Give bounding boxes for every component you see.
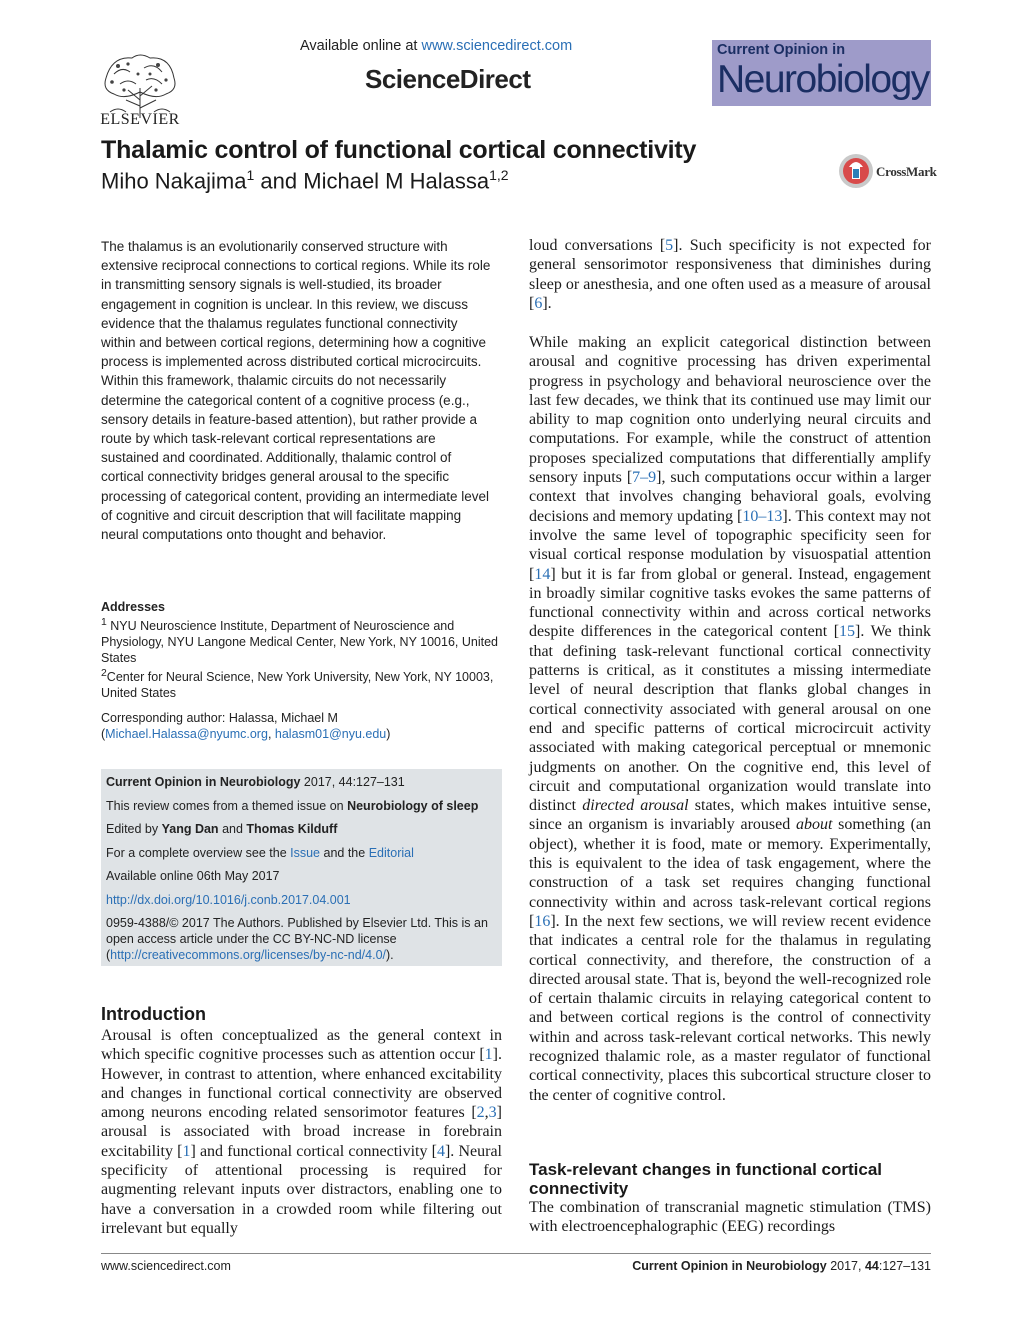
author-2-affil: 1,2 (489, 167, 509, 183)
info-themed-row (106, 798, 497, 814)
citation[interactable]: 1 (182, 1142, 191, 1160)
available-prefix: Available online at (300, 38, 418, 54)
address-2 (101, 666, 501, 701)
footer-citation (632, 1259, 931, 1273)
info-themed-prefix: This review comes from a themed issue on (106, 798, 344, 813)
address-2-num: 2 (101, 668, 107, 680)
email-link-2[interactable]: halasm01@nyu.edu (274, 727, 387, 741)
email-link-1[interactable]: Michael.Halassa@nyumc.org (105, 727, 268, 741)
author-1-affil: 1 (246, 167, 255, 183)
addresses-heading: Addresses (101, 600, 165, 614)
info-journal-row (106, 774, 497, 790)
info-edited-prefix: Edited by (106, 822, 159, 836)
journal-logo (712, 40, 931, 106)
article-title: Thalamic control of functional cortical connectivity (101, 136, 697, 164)
info-overview-prefix: For a complete overview see the (106, 845, 287, 860)
address-2-text: Center for Neural Science, New York University, New York, NY 10003, United States (101, 670, 494, 701)
info-available: Available online 06th May 2017 (106, 869, 280, 883)
address-1 (101, 615, 501, 666)
info-overview-row (106, 845, 497, 861)
info-license-suffix: ). (386, 948, 394, 962)
footer-journal: Current Opinion in Neurobiology (632, 1259, 827, 1273)
address-1-text: NYU Neuroscience Institute, Department of Neuroscience and Physiology, NYU Langone Medical Center, New York, NY 10016, United States (101, 619, 498, 666)
corresp-prefix: Corresponding author: Halassa, Michael M ( (101, 711, 338, 741)
info-themed-issue: Neurobiology of sleep (347, 798, 479, 813)
corresp-suffix: ) (386, 727, 391, 741)
right-column-paragraph-2: While making an explicit categorical distinction between arousal and cognitive processing has driven experimental progress in psychology and behavioral neuroscience over the last few decades, we think that its continued use may limit our ability to map cognition onto underlying neural circuits and computations. For example, while the construct of attention proposes specialized computations that differentially amplify sensory inputs [7–9], such computations occur within a larger context that involves changing behavioral goals, evolving decisions and memory updating [10–13]. This context may not involve the same level of topographic specificity seen for visual cortical response modulation by visuospatial attention [14] but it is far from global or general. Instead, engagement in broadly similar cognitive tasks evokes the same patterns of functional connectivity within and across cortical networks despite differences in the categorical content [15]. We think that defining task-relevant functional cortical connectivity patterns is critical, as it constitutes a missing intermediate level of neural description that flanks global changes in cortical connectivity associated with general arousal on one end and specific patterns of cortical microcircuit activity associated with making categorical perceptual or mnemonic judgments on another. On the cognitive end, this level of circuit and computational organization would translate into distinct directed arousal states, which makes intuitive sense, since an organism is invariably aroused about something (an object), whether it is food, mate or memory. Experimentally, this is equivalent to the idea of task engagement, where the construction of a task set requires changing functional connectivity within and across task-relevant cortical regions [16]. In the next few sections, we will review recent evidence that indicates a central role for the thalamus in regulating cortical connectivity, and therefore, the construction of a directed arousal state. That is, beyond the well-recognized role of certain thalamic circuits in relaying categorical content to and between cortical regions is the control of connectivity within and across task-relevant cortical networks. This newly recognized thalamic role, as a master regulator of functional cortical connectivity, places this subcortical structure closer to the center of cognitive control. (529, 334, 932, 1104)
issue-link[interactable]: Issue (290, 845, 321, 860)
available-online-line (300, 38, 572, 54)
journal-logo-top: Current Opinion in (717, 42, 846, 58)
author-and: and (260, 168, 298, 194)
footer-year: 2017, (830, 1259, 862, 1273)
info-copyright-row (106, 915, 497, 963)
corresp-sep: , (267, 727, 275, 741)
info-editor-and: and (222, 822, 243, 836)
crossmark-label[interactable]: CrossMark (876, 164, 937, 179)
footer-volume: 44 (864, 1259, 879, 1273)
info-editor-1: Yang Dan (161, 822, 219, 836)
author-2: Michael M Halassa (303, 168, 490, 194)
citation[interactable]: 15 (839, 623, 856, 641)
citation[interactable]: 6 (534, 294, 543, 312)
citation[interactable]: 16 (534, 912, 551, 930)
license-link[interactable]: http://creativecommons.org/licenses/by-nc-nd/4.0/ (110, 948, 386, 962)
address-1-num: 1 (101, 617, 107, 628)
journal-logo-name: Neurobiology (717, 58, 929, 101)
info-copyright: 0959-4388/© 2017 The Authors. Published by Elsevier Ltd. This is an open access article under the CC BY-NC-ND license ( (106, 916, 488, 962)
introduction-paragraph: Arousal is often conceptualized as the general context in which specific cognitive processes such as attention occur [1]. However, in contrast to attention, where enhanced excitability and changes in functional cortical connectivity are observed among neurons encoding related sensorimotor features [2,3] arousal is associated with broad increase in forebrain excitability [1] and functional cortical connectivity [4]. Neural specificity of attentional processing is required for augmenting relevant inputs over distractors, enabling one to have a conversation in a crowded room while filtering out irrelevant but equally (101, 1027, 502, 1237)
addresses (101, 599, 501, 701)
info-journal: Current Opinion in Neurobiology (106, 775, 301, 789)
right-column-paragraph-1: loud conversations [5]. Such specificity is not expected for general sensorimotor responsiveness that diminishes during sleep or anesthesia, and one often used as a measure of arousal [6]. (529, 237, 932, 312)
citation[interactable]: 2 (476, 1104, 485, 1122)
sciencedirect-brand: ScienceDirect (365, 64, 531, 94)
author-line (101, 167, 509, 194)
elsevier-wordmark: ELSEVIER (100, 111, 180, 128)
citation[interactable]: 7–9 (632, 469, 657, 487)
info-edited-row (106, 821, 497, 837)
task-relevant-heading: Task-relevant changes in functional cortical connectivity (529, 1160, 883, 1198)
info-overview-and: and the (323, 845, 366, 860)
editorial-link[interactable]: Editorial (368, 845, 414, 860)
citation[interactable]: 14 (534, 565, 551, 583)
corresponding-author (101, 710, 501, 742)
sciencedirect-link[interactable]: www.sciencedirect.com (421, 38, 573, 54)
introduction-heading: Introduction (101, 1004, 206, 1024)
abstract: The thalamus is an evolutionarily conserved structure with extensive reciprocal connections to cortical regions. While its role in transmitting sensory signals is well-studied, its broader engagement in cognition is unclear. In this review, we discuss evidence that the thalamus regulates functional connectivity within and between cortical regions, determining how a cognitive process is implemented across distributed cortical microcircuits. Within this framework, thalamic circuits do not necessarily determine the categorical content of a cognitive process (e.g., sensory details in feature-based attention), but rather provide a route by which task-relevant cortical representations are sustained and coordinated. Additionally, thalamic control of cortical connectivity bridges general arousal to the specific processing of categorical content, providing an intermediate level of cognitive and circuit description that will facilitate mapping neural computations onto thought and behavior. (101, 239, 491, 543)
citation[interactable]: 3 (488, 1104, 497, 1122)
info-editor-2: Thomas Kilduff (246, 822, 338, 836)
footer-divider (101, 1253, 931, 1254)
info-citation: 2017, 44:127–131 (303, 775, 405, 789)
author-1: Miho Nakajima (101, 168, 247, 194)
info-doi-row (106, 892, 497, 908)
doi-link[interactable]: http://dx.doi.org/10.1016/j.conb.2017.04.001 (106, 892, 351, 907)
citation[interactable]: 1 (484, 1046, 493, 1064)
citation[interactable]: 4 (436, 1142, 445, 1160)
task-relevant-paragraph: The combination of transcranial magnetic stimulation (TMS) with electroencephalographic (EEG) recordings (529, 1199, 931, 1236)
footer-pages: :127–131 (878, 1259, 931, 1273)
citation[interactable]: 5 (665, 237, 674, 254)
footer-site[interactable]: www.sciencedirect.com (101, 1259, 231, 1273)
article-info-box (101, 769, 502, 966)
citation[interactable]: 10–13 (742, 507, 783, 525)
